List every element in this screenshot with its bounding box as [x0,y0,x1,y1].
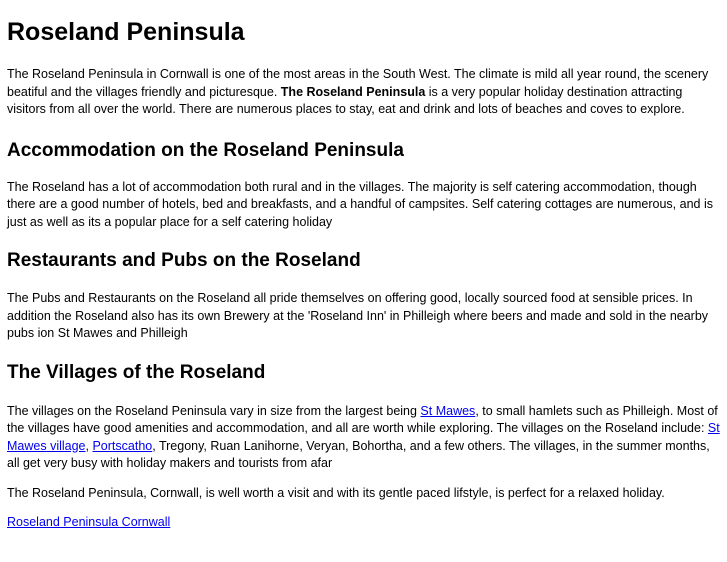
restaurants-heading: Restaurants and Pubs on the Roseland [7,250,361,271]
intro-bold-text: The Roseland Peninsula [280,84,426,99]
portscatho-link[interactable]: Portscatho [92,438,153,453]
footer-link-paragraph [7,514,720,532]
page-content [0,17,727,532]
st-mawes-village-link[interactable]: St Mawes village [7,421,720,453]
summary-paragraph: The Roseland Peninsula, Cornwall, is well worth a visit and with its gentle paced lifstyle, is perfect for a relaxed holiday. [7,485,665,500]
intro-paragraph [7,66,720,119]
accommodation-paragraph: The Roseland has a lot of accommodation both rural and in the villages. The majority is self catering accommodation, though there are a good number of hotels, bed and breakfasts, and a handful of campsites. Self catering cottages are numerous, and is just as well as its a popular place for a self catering holiday [7,179,713,229]
page-title: Roseland Peninsula [7,18,245,46]
villages-text-2: , to small hamlets such as Philleigh. Most of the villages have good amenities and accommodation, and all are worth while exploring. The villages on the Roseland include: [7,403,718,435]
restaurants-paragraph: The Pubs and Restaurants on the Roseland all pride themselves on offering good, locally sourced food at sensible prices. In addition the Roseland also has its own Brewery at the 'Roseland Inn' in Philleigh where beers and made and sold in the nearby pubs ion St Mawes and Philleigh [7,291,709,340]
villages-heading: The Villages of the Roseland [7,361,266,383]
villages-separator: , [85,438,93,453]
villages-text-3: , Tregony, Ruan Lanihorne, Veryan, Bohortha, and a few others. The villages, in the summer months, all get very busy with holiday makers and tourists from afar [7,438,710,470]
villages-text-1: The villages on the Roseland Peninsula vary in size from the largest being [7,403,421,418]
accommodation-heading: Accommodation on the Roseland Peninsula [7,139,404,161]
st-mawes-link[interactable]: St Mawes [420,403,476,418]
roseland-peninsula-cornwall-link[interactable]: Roseland Peninsula Cornwall [7,515,171,529]
villages-paragraph [7,403,720,473]
intro-text-1: The Roseland Peninsula in Cornwall is one of the most areas in the South West. The climate is mild all year round, the scenery beatiful and the villages friendly and picturesque. [7,67,709,99]
intro-text-2: is a very popular holiday destination attracting visitors from all over the world. There are numerous places to stay, eat and drink and lots of beaches and coves to explore. [7,84,685,116]
